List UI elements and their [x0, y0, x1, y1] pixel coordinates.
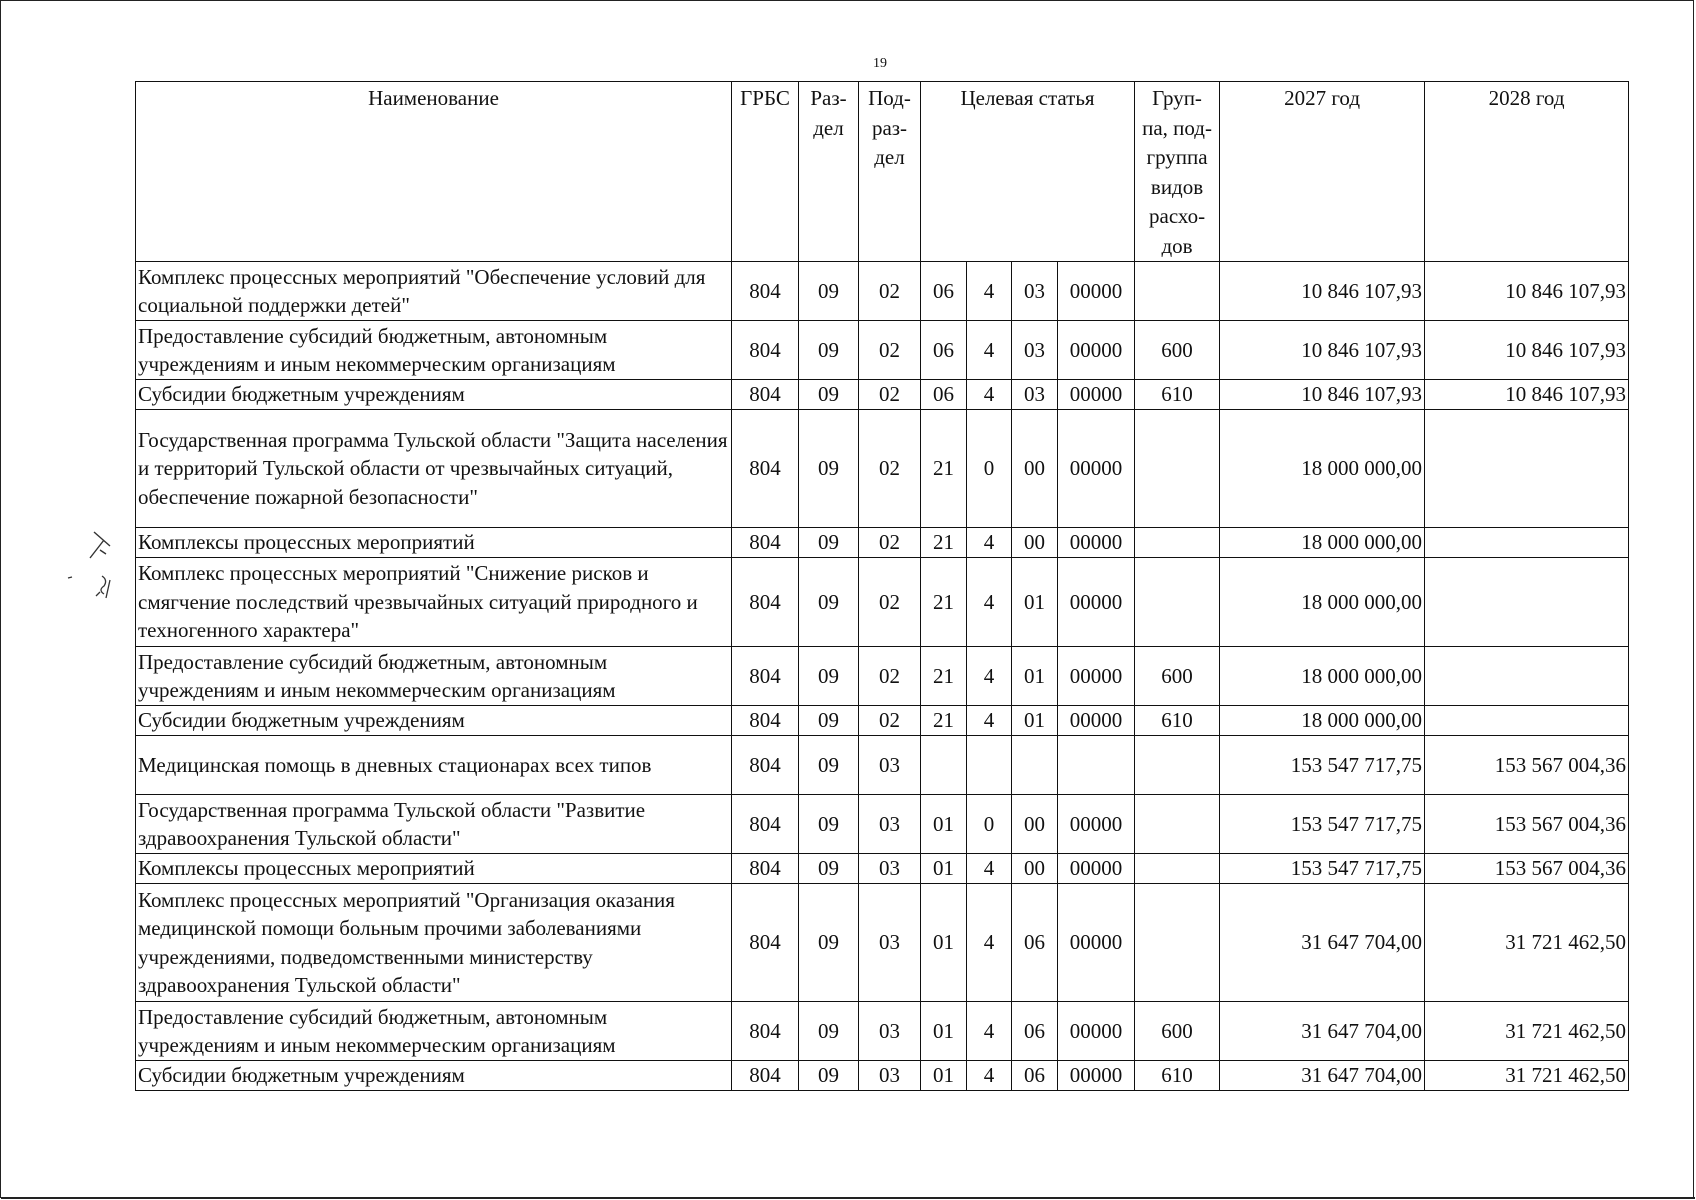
row-target-direction: [1058, 736, 1135, 795]
row-amount-2027: 18 000 000,00: [1220, 647, 1425, 706]
row-target-element: [1012, 736, 1058, 795]
table-row: [136, 410, 1629, 528]
row-amount-2028: 10 846 107,93: [1425, 262, 1629, 321]
row-amount-2027: 10 846 107,93: [1220, 321, 1425, 380]
row-target-element: 00: [1012, 528, 1058, 558]
row-podrazdel: 03: [859, 1002, 921, 1061]
row-name: Комплексы процессных мероприятий: [136, 528, 732, 558]
row-name: Предоставление субсидий бюджетным, автономным учреждениям и иным некоммерческим организациям: [136, 1002, 732, 1061]
row-razdel: 09: [799, 321, 859, 380]
row-target-element: 03: [1012, 380, 1058, 410]
row-razdel: 09: [799, 1061, 859, 1091]
table-row: [136, 736, 1629, 795]
row-amount-2027: 31 647 704,00: [1220, 1002, 1425, 1061]
row-target-element: 06: [1012, 884, 1058, 1002]
row-amount-2027: 18 000 000,00: [1220, 706, 1425, 736]
row-amount-2028: [1425, 558, 1629, 647]
row-amount-2028: [1425, 410, 1629, 528]
row-target-program: 01: [921, 884, 967, 1002]
row-razdel: 09: [799, 558, 859, 647]
row-podrazdel: 02: [859, 262, 921, 321]
header-grbs: ГРБС: [732, 82, 799, 262]
row-grbs: 804: [732, 884, 799, 1002]
row-target-direction: 00000: [1058, 528, 1135, 558]
row-podrazdel: 03: [859, 1061, 921, 1091]
row-grbs: 804: [732, 647, 799, 706]
table-row: [136, 1061, 1629, 1091]
row-target-direction: 00000: [1058, 380, 1135, 410]
row-name: Государственная программа Тульской области "Защита населения и территорий Тульской области от чрезвычайных ситуаций, обеспечение пожарной безопасности": [136, 410, 732, 528]
header-year-2027: 2027 год: [1220, 82, 1425, 262]
row-expense-group: 610: [1135, 706, 1220, 736]
row-podrazdel: 02: [859, 706, 921, 736]
row-razdel: 09: [799, 528, 859, 558]
row-name: Комплекс процессных мероприятий "Обеспечение условий для социальной поддержки детей": [136, 262, 732, 321]
table-row: [136, 884, 1629, 1002]
row-target-element: 00: [1012, 795, 1058, 854]
row-amount-2028: [1425, 647, 1629, 706]
table-row: [136, 706, 1629, 736]
table-row: [136, 795, 1629, 854]
row-grbs: 804: [732, 528, 799, 558]
table-row: [136, 647, 1629, 706]
row-amount-2028: 153 567 004,36: [1425, 854, 1629, 884]
row-grbs: 804: [732, 795, 799, 854]
row-amount-2027: 10 846 107,93: [1220, 380, 1425, 410]
row-target-direction: 00000: [1058, 854, 1135, 884]
row-name: Государственная программа Тульской области "Развитие здравоохранения Тульской области": [136, 795, 732, 854]
row-podrazdel: 02: [859, 528, 921, 558]
row-amount-2027: 18 000 000,00: [1220, 558, 1425, 647]
row-target-program: 06: [921, 321, 967, 380]
row-target-element: 06: [1012, 1061, 1058, 1091]
row-target-type: 4: [967, 706, 1012, 736]
row-target-type: 4: [967, 321, 1012, 380]
row-target-program: 01: [921, 854, 967, 884]
row-name: Медицинская помощь в дневных стационарах всех типов: [136, 736, 732, 795]
row-expense-group: [1135, 262, 1220, 321]
row-target-type: 0: [967, 410, 1012, 528]
row-razdel: 09: [799, 410, 859, 528]
row-target-element: 00: [1012, 854, 1058, 884]
table-row: [136, 558, 1629, 647]
row-target-program: 06: [921, 380, 967, 410]
row-target-program: 01: [921, 1002, 967, 1061]
row-grbs: 804: [732, 321, 799, 380]
row-grbs: 804: [732, 262, 799, 321]
table-row: [136, 854, 1629, 884]
row-amount-2027: 153 547 717,75: [1220, 736, 1425, 795]
header-razdel: Раз- дел: [799, 82, 859, 262]
row-target-type: 4: [967, 1061, 1012, 1091]
row-expense-group: [1135, 528, 1220, 558]
row-grbs: 804: [732, 558, 799, 647]
row-amount-2027: 31 647 704,00: [1220, 1061, 1425, 1091]
row-target-type: 0: [967, 795, 1012, 854]
row-amount-2028: 10 846 107,93: [1425, 380, 1629, 410]
row-podrazdel: 02: [859, 410, 921, 528]
row-amount-2028: 10 846 107,93: [1425, 321, 1629, 380]
row-name: Субсидии бюджетным учреждениям: [136, 706, 732, 736]
row-amount-2027: 18 000 000,00: [1220, 528, 1425, 558]
row-razdel: 09: [799, 1002, 859, 1061]
row-amount-2028: 153 567 004,36: [1425, 795, 1629, 854]
row-podrazdel: 03: [859, 736, 921, 795]
row-grbs: 804: [732, 1002, 799, 1061]
row-name: Предоставление субсидий бюджетным, автономным учреждениям и иным некоммерческим организациям: [136, 321, 732, 380]
row-grbs: 804: [732, 410, 799, 528]
row-target-direction: 00000: [1058, 262, 1135, 321]
header-expense-group: Груп- па, под- группа видов расхо- дов: [1135, 82, 1220, 262]
row-target-type: 4: [967, 647, 1012, 706]
row-amount-2027: 153 547 717,75: [1220, 854, 1425, 884]
row-name: Предоставление субсидий бюджетным, автономным учреждениям и иным некоммерческим организациям: [136, 647, 732, 706]
header-target-article: Целевая статья: [921, 82, 1135, 262]
header-podrazdel: Под- раз- дел: [859, 82, 921, 262]
row-grbs: 804: [732, 706, 799, 736]
row-grbs: 804: [732, 380, 799, 410]
row-amount-2028: 31 721 462,50: [1425, 884, 1629, 1002]
row-podrazdel: 02: [859, 558, 921, 647]
header-year-2028: 2028 год: [1425, 82, 1629, 262]
row-target-program: 01: [921, 1061, 967, 1091]
row-target-element: 01: [1012, 558, 1058, 647]
row-razdel: 09: [799, 706, 859, 736]
page-number: 19: [873, 56, 887, 71]
budget-table: [135, 81, 1629, 1091]
row-target-direction: 00000: [1058, 558, 1135, 647]
row-grbs: 804: [732, 736, 799, 795]
row-podrazdel: 03: [859, 795, 921, 854]
row-amount-2028: [1425, 528, 1629, 558]
row-podrazdel: 02: [859, 321, 921, 380]
row-target-direction: 00000: [1058, 1061, 1135, 1091]
row-target-program: 21: [921, 647, 967, 706]
row-grbs: 804: [732, 854, 799, 884]
row-expense-group: [1135, 795, 1220, 854]
row-target-direction: 00000: [1058, 795, 1135, 854]
row-amount-2027: 153 547 717,75: [1220, 795, 1425, 854]
row-expense-group: [1135, 884, 1220, 1002]
row-target-type: 4: [967, 1002, 1012, 1061]
row-target-element: 00: [1012, 410, 1058, 528]
row-target-direction: 00000: [1058, 706, 1135, 736]
row-razdel: 09: [799, 736, 859, 795]
row-name: Субсидии бюджетным учреждениям: [136, 1061, 732, 1091]
row-amount-2028: 31 721 462,50: [1425, 1061, 1629, 1091]
row-podrazdel: 03: [859, 854, 921, 884]
row-target-direction: 00000: [1058, 410, 1135, 528]
row-target-program: 21: [921, 558, 967, 647]
row-target-type: 4: [967, 380, 1012, 410]
header-name: Наименование: [136, 82, 732, 262]
row-grbs: 804: [732, 1061, 799, 1091]
row-expense-group: 600: [1135, 647, 1220, 706]
row-target-program: 21: [921, 706, 967, 736]
row-target-element: 01: [1012, 647, 1058, 706]
row-target-program: 01: [921, 795, 967, 854]
row-target-element: 03: [1012, 262, 1058, 321]
row-target-type: 4: [967, 262, 1012, 321]
row-target-type: 4: [967, 854, 1012, 884]
row-amount-2027: 10 846 107,93: [1220, 262, 1425, 321]
table-row: [136, 321, 1629, 380]
row-target-program: [921, 736, 967, 795]
row-razdel: 09: [799, 262, 859, 321]
row-expense-group: 600: [1135, 1002, 1220, 1061]
row-target-element: 01: [1012, 706, 1058, 736]
row-amount-2028: [1425, 706, 1629, 736]
table-row: [136, 380, 1629, 410]
row-name: Комплекс процессных мероприятий "Организация оказания медицинской помощи больным прочими заболеваниями учреждениями, подведомственными министерству здравоохранения Тульской области": [136, 884, 732, 1002]
row-razdel: 09: [799, 854, 859, 884]
row-razdel: 09: [799, 380, 859, 410]
row-expense-group: 610: [1135, 1061, 1220, 1091]
row-target-type: 4: [967, 528, 1012, 558]
table-header-row: [136, 82, 1629, 262]
row-amount-2028: 153 567 004,36: [1425, 736, 1629, 795]
row-target-direction: 00000: [1058, 321, 1135, 380]
row-name: Субсидии бюджетным учреждениям: [136, 380, 732, 410]
row-target-element: 06: [1012, 1002, 1058, 1061]
row-target-type: 4: [967, 884, 1012, 1002]
row-target-program: 06: [921, 262, 967, 321]
row-razdel: 09: [799, 795, 859, 854]
row-amount-2027: 31 647 704,00: [1220, 884, 1425, 1002]
table-row: [136, 262, 1629, 321]
row-name: Комплексы процессных мероприятий: [136, 854, 732, 884]
row-target-direction: 00000: [1058, 647, 1135, 706]
row-podrazdel: 02: [859, 380, 921, 410]
row-target-program: 21: [921, 410, 967, 528]
row-target-element: 03: [1012, 321, 1058, 380]
row-target-type: [967, 736, 1012, 795]
row-expense-group: [1135, 736, 1220, 795]
row-expense-group: 600: [1135, 321, 1220, 380]
row-podrazdel: 03: [859, 884, 921, 1002]
row-expense-group: [1135, 558, 1220, 647]
row-target-type: 4: [967, 558, 1012, 647]
table-row: [136, 1002, 1629, 1061]
row-target-direction: 00000: [1058, 1002, 1135, 1061]
row-expense-group: 610: [1135, 380, 1220, 410]
row-amount-2028: 31 721 462,50: [1425, 1002, 1629, 1061]
row-razdel: 09: [799, 884, 859, 1002]
row-expense-group: [1135, 410, 1220, 528]
table-row: [136, 528, 1629, 558]
row-target-program: 21: [921, 528, 967, 558]
row-razdel: 09: [799, 647, 859, 706]
row-target-direction: 00000: [1058, 884, 1135, 1002]
row-name: Комплекс процессных мероприятий "Снижение рисков и смягчение последствий чрезвычайных ситуаций природного и техногенного характера": [136, 558, 732, 647]
row-podrazdel: 02: [859, 647, 921, 706]
row-amount-2027: 18 000 000,00: [1220, 410, 1425, 528]
row-expense-group: [1135, 854, 1220, 884]
handwritten-margin-mark: [60, 520, 140, 620]
